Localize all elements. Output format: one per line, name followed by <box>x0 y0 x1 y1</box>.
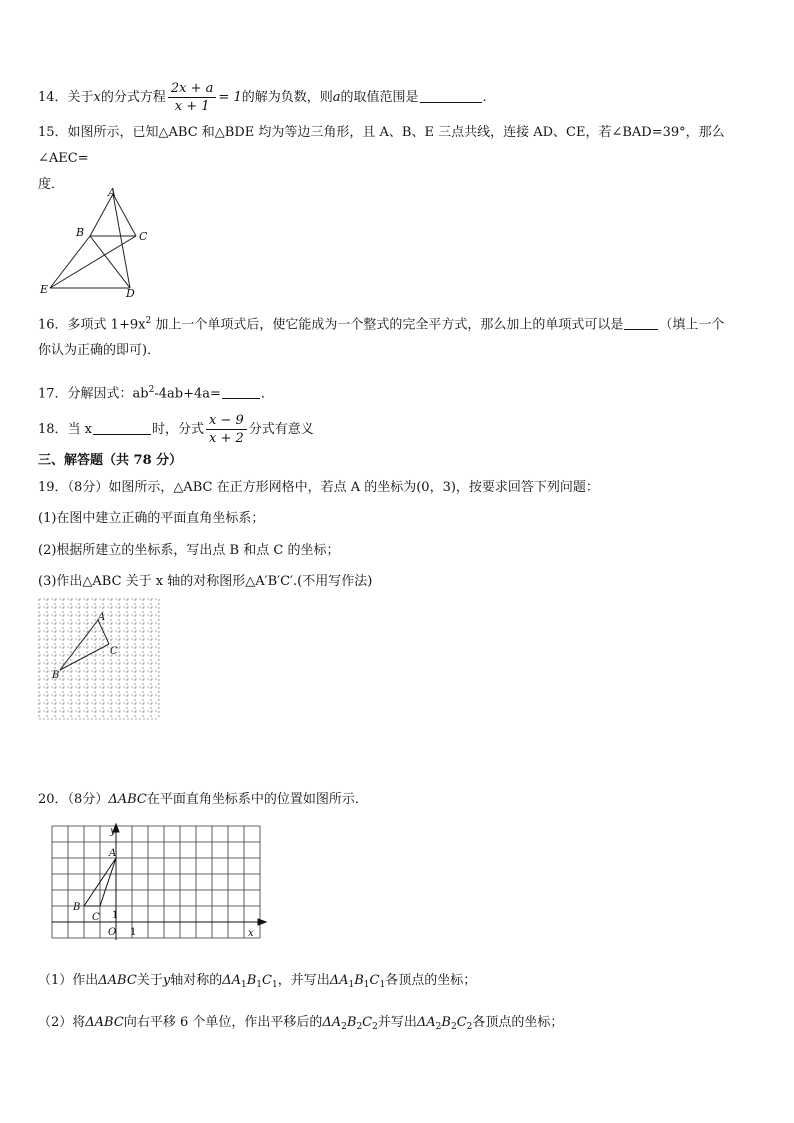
q20-p2-triangle-a2b2c2: $\Delta A_2B_2C_2$ <box>322 1015 378 1032</box>
q20-label-O: O <box>108 927 117 938</box>
q19-label-A: A <box>98 612 106 623</box>
question-14 <box>38 80 487 115</box>
q17-post: -4ab+4a= <box>154 386 221 402</box>
q17-pre: 17．分解因式：ab <box>38 386 149 402</box>
q20-part-1 <box>38 972 476 994</box>
q14-tail2: 的取值范围是 <box>340 90 419 105</box>
q15-segment-BE <box>50 236 90 288</box>
q20-p2-a: （2）将 <box>38 1015 86 1030</box>
q15-label-C: C <box>139 230 148 243</box>
q20-p1-e: 各顶点的坐标； <box>385 973 477 988</box>
q20-label-x: x <box>248 928 254 939</box>
q20-p2-d: 各顶点的坐标； <box>472 1015 564 1030</box>
q14-mid: 的分式方程 <box>100 90 166 105</box>
q19-part-2: (2)根据所建立的坐标系，写出点 B 和点 C 的坐标； <box>38 543 340 558</box>
q14-end: . <box>482 90 487 105</box>
q15-text: 15．如图所示，已知△ABC 和△BDE 均为等边三角形，且 A、B、E 三点共线，连接 AD、CE，若∠BAD=39°，那么∠AEC= <box>38 125 725 166</box>
q14-var-a: a <box>332 90 341 105</box>
q16-text-line2: 你认为正确的即可)． <box>38 343 161 359</box>
q20-p1-a: （1）作出 <box>38 973 99 988</box>
q15-label-A: A <box>108 186 116 199</box>
q19-grid-figure <box>38 598 160 720</box>
question-16 <box>38 308 760 364</box>
q14-answer-blank[interactable] <box>420 88 482 103</box>
q19-segment-AC <box>98 620 109 644</box>
question-18 <box>38 412 314 447</box>
q16-answer-blank[interactable] <box>624 315 658 330</box>
q20-part-2 <box>38 1014 563 1036</box>
q14-frac-denominator: x + 1 <box>174 99 210 114</box>
q20-label-one-x: 1 <box>130 927 137 938</box>
q20-segment-AC <box>100 858 116 906</box>
q20-p1-axis: y <box>162 973 171 988</box>
q14-var-x: x <box>93 90 101 105</box>
q15-segment-EC <box>50 236 136 288</box>
q20-label-one-y: 1 <box>112 910 119 921</box>
q14-frac-numerator: 2x + a <box>168 80 217 98</box>
q18-frac-denominator: x + 2 <box>209 431 244 446</box>
q20-p2-c: 并写出 <box>377 1015 417 1030</box>
section-3-title: 三、解答题（共 78 分） <box>38 453 183 468</box>
q15-text-end: 度． <box>38 177 65 192</box>
q20-p1-triangle: ΔABC <box>98 973 137 988</box>
q20-p1-d: ，并写出 <box>277 973 330 988</box>
q18-mid: 时，分式 <box>152 422 205 437</box>
q19-part-1: (1)在图中建立正确的平面直角坐标系； <box>38 511 265 526</box>
q19-label-C: C <box>110 646 118 657</box>
q20-stem <box>38 791 368 809</box>
q16-text-pre: 16．多项式 1+9x <box>38 317 146 333</box>
q20-label-y: y <box>110 826 116 837</box>
q17-end: ． <box>260 386 274 402</box>
q20-p1-triangle-a1b1c1: $\Delta A_1B_1C_1$ <box>222 973 278 990</box>
q20-stem-post: 在平面直角坐标系中的位置如图所示． <box>146 792 368 807</box>
q19-label-B: B <box>52 670 60 681</box>
q20-label-C: C <box>92 912 100 923</box>
q19-part-3: (3)作出△ABC 关于 x 轴的对称图形△A′B′C′.(不用写作法) <box>38 574 373 589</box>
q15-label-E: E <box>40 283 49 296</box>
q20-x-axis-arrow <box>258 919 266 925</box>
q16-superscript: 2 <box>145 316 152 326</box>
q17-answer-blank[interactable] <box>222 384 260 399</box>
q20-p2-triangle: ΔABC <box>85 1015 124 1030</box>
q18-frac-numerator: x − 9 <box>206 412 247 430</box>
q16-text-end: （填上一个 <box>659 317 725 333</box>
q20-stem-pre: 20．（8分） <box>38 792 109 807</box>
q18-pre: 18．当 x <box>38 422 93 437</box>
q20-label-A: A <box>109 848 117 859</box>
q20-label-B: B <box>73 902 81 913</box>
q19-stem: 19．（8分）如图所示，△ABC 在正方形网格中，若点 A 的坐标为(0，3)，按要求回答下列问题： <box>38 480 599 495</box>
q18-fraction <box>206 412 247 447</box>
question-17 <box>38 381 274 403</box>
q18-post: 分式有意义 <box>248 422 314 437</box>
q15-label-D: D <box>126 287 135 298</box>
q20-p2-triangle-a2b2c2-repeat: $\Delta A_2B_2C_2$ <box>416 1015 473 1032</box>
q18-answer-blank[interactable] <box>93 420 151 435</box>
q20-stem-triangle: ΔABC <box>108 792 147 807</box>
q14-lead: 14．关于 <box>38 90 94 105</box>
q15-segment-AB <box>90 194 113 236</box>
q16-text-post: 加上一个单项式后，使它能成为一个整式的完全平方式，那么加上的单项式可以是 <box>151 317 624 333</box>
q15-figure <box>38 186 148 298</box>
q20-p1-c: 轴对称的 <box>170 973 223 988</box>
q20-p1-b: 关于 <box>136 973 163 988</box>
q20-p2-b: 向右平移 6 个单位，作出平移后的 <box>123 1015 323 1030</box>
q20-p1-triangle-a1b1c1-repeat: $\Delta A_1B_1C_1$ <box>329 973 386 990</box>
q14-equals: = 1 <box>218 90 242 105</box>
q19-segment-BC <box>60 644 109 670</box>
q14-fraction <box>168 80 217 115</box>
q15-label-B: B <box>76 226 85 239</box>
q20-coordinate-figure <box>48 822 268 944</box>
q17-superscript: 2 <box>148 385 155 395</box>
q14-tail1: 的解为负数，则 <box>241 90 333 105</box>
